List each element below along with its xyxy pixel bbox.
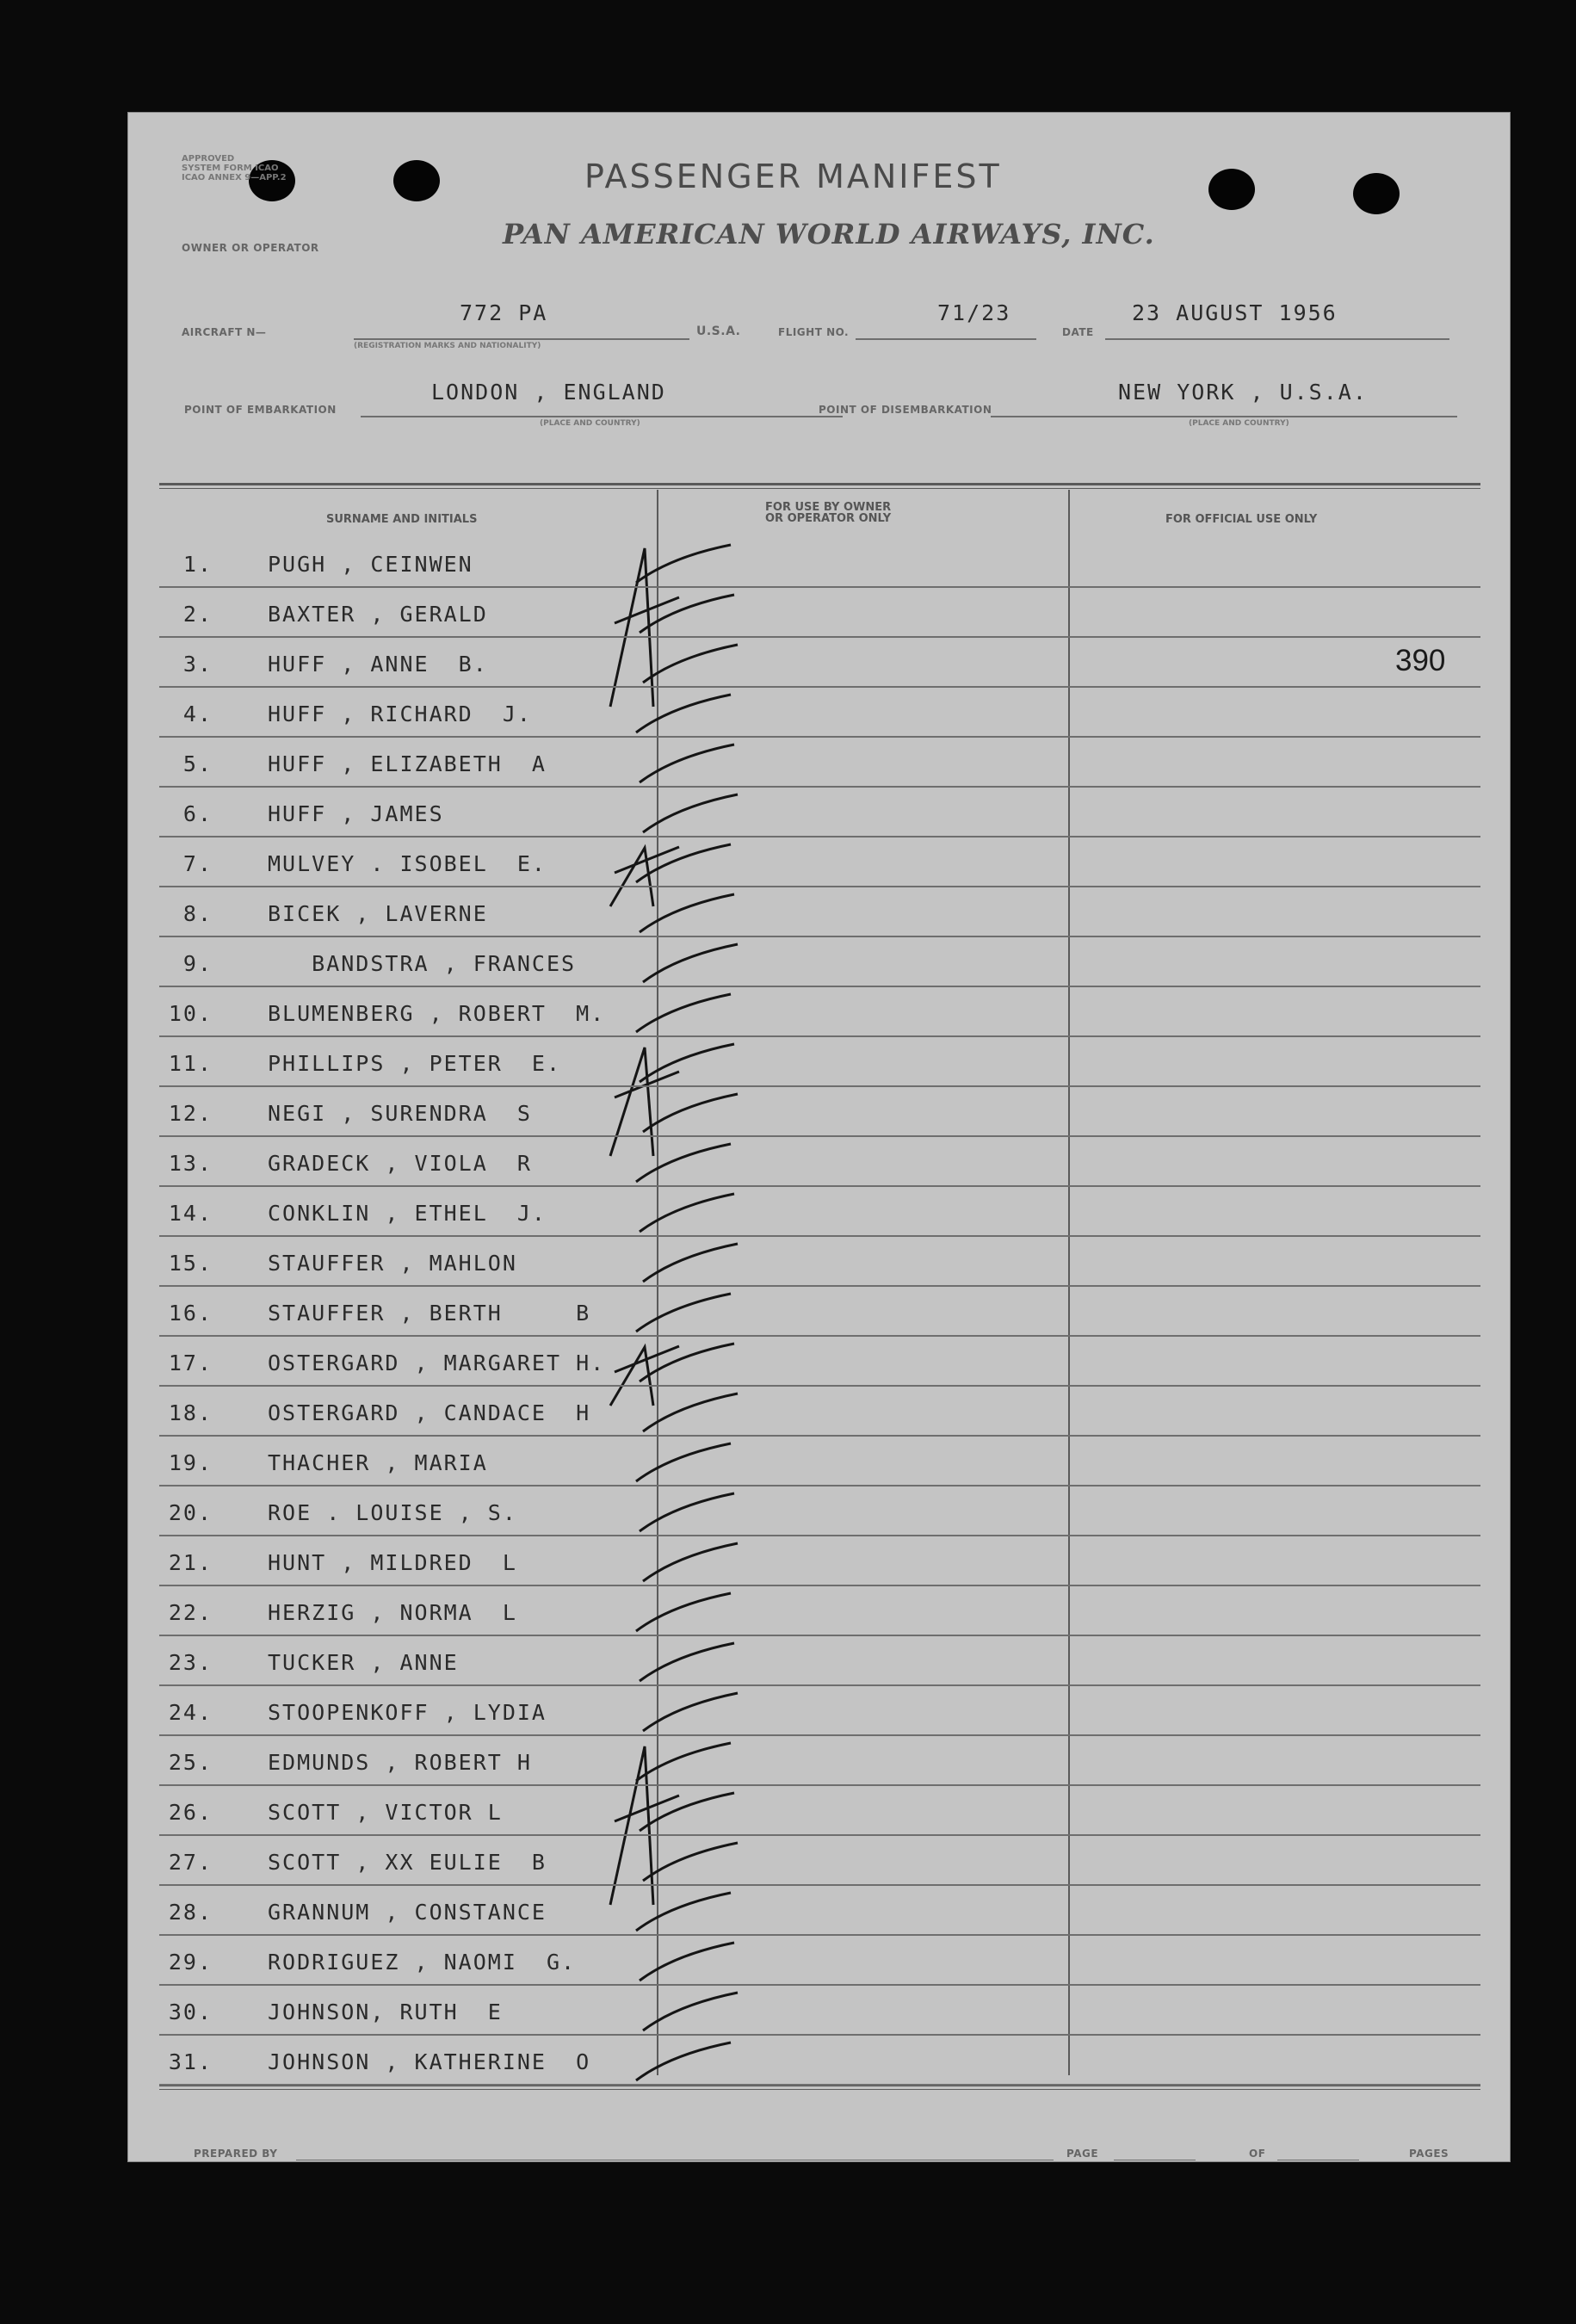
passenger-number: 13. — [168, 1151, 213, 1176]
check-mark — [643, 794, 738, 832]
manifest-sheet — [127, 112, 1511, 2162]
passenger-name: EDMUNDS , ROBERT H — [268, 1750, 532, 1775]
check-mark — [640, 1044, 734, 1082]
row-line — [159, 1535, 1480, 1536]
check-mark — [640, 745, 734, 782]
row-line — [159, 1235, 1480, 1237]
page-label: PAGE — [1066, 2148, 1099, 2160]
passenger-number: 18. — [168, 1400, 213, 1425]
passenger-number: 21. — [168, 1550, 213, 1575]
disembark-sublabel: (PLACE AND COUNTRY) — [1189, 419, 1289, 428]
passenger-number: 2. — [182, 602, 213, 627]
check-mark — [640, 595, 734, 633]
passenger-name: GRANNUM , CONSTANCE — [268, 1900, 547, 1925]
check-mark — [640, 1344, 734, 1381]
passenger-name: PUGH , CEINWEN — [268, 552, 473, 577]
row-line — [159, 936, 1480, 937]
row-line — [159, 2034, 1480, 2036]
approved-note: APPROVED SYSTEM FORM ICAO ICAO ANNEX 9—APP.2 — [182, 154, 287, 182]
row-line — [159, 1884, 1480, 1886]
of-label: OF — [1249, 2148, 1266, 2160]
airline-name: PAN AMERICAN WORLD AIRWAYS, INC. — [503, 218, 1155, 250]
passenger-name: HUFF , ANNE B. — [268, 652, 488, 677]
column-header-names: SURNAME AND INITIALS — [326, 513, 478, 526]
passenger-number: 4. — [182, 702, 213, 726]
passenger-name: RODRIGUEZ , NAOMI G. — [268, 1950, 577, 1975]
check-mark — [636, 994, 731, 1032]
row-line — [159, 636, 1480, 638]
row-line — [159, 1185, 1480, 1187]
check-mark — [640, 1194, 734, 1232]
passenger-number: 9. — [182, 951, 213, 976]
passenger-name: ROE . LOUISE , S. — [268, 1500, 517, 1525]
passenger-number: 12. — [168, 1101, 213, 1126]
passenger-name: HUFF , JAMES — [268, 801, 444, 826]
row-line — [159, 1385, 1480, 1387]
embark-label: POINT OF EMBARKATION — [184, 404, 337, 416]
check-mark — [643, 1094, 738, 1132]
row-line — [159, 1485, 1480, 1486]
disembark-label: POINT OF DISEMBARKATION — [819, 404, 992, 416]
flight-label: FLIGHT NO. — [778, 326, 850, 338]
passenger-name: STOOPENKOFF , LYDIA — [268, 1700, 547, 1725]
passenger-number: 10. — [168, 1001, 213, 1026]
prepared-label: PREPARED BY — [194, 2148, 278, 2160]
passenger-name: HERZIG , NORMA L — [268, 1600, 517, 1625]
check-mark — [643, 1843, 738, 1881]
passenger-number: 14. — [168, 1201, 213, 1226]
passenger-number: 1. — [182, 552, 213, 577]
date-label: DATE — [1062, 326, 1094, 338]
row-line — [159, 1834, 1480, 1836]
passenger-number: 5. — [182, 751, 213, 776]
check-mark — [643, 944, 738, 982]
passenger-name: GRADECK , VIOLA R — [268, 1151, 532, 1176]
column-header-owner: FOR USE BY OWNER OR OPERATOR ONLY — [765, 501, 892, 525]
check-mark — [636, 844, 731, 882]
check-mark — [636, 1893, 731, 1931]
passenger-name: SCOTT , XX EULIE B — [268, 1850, 547, 1875]
owner-label: OWNER OR OPERATOR — [182, 242, 319, 254]
row-line — [159, 586, 1480, 588]
passenger-name: NEGI , SURENDRA S — [268, 1101, 532, 1126]
check-mark — [643, 1394, 738, 1431]
passenger-name: STAUFFER , MAHLON — [268, 1251, 517, 1276]
passenger-name: MULVEY . ISOBEL E. — [268, 851, 547, 876]
passenger-number: 3. — [182, 652, 213, 677]
row-line — [159, 1934, 1480, 1936]
passenger-number: 17. — [168, 1351, 213, 1375]
passenger-name: JOHNSON, RUTH E — [268, 2000, 503, 2024]
aircraft-label: AIRCRAFT N— — [182, 326, 267, 338]
row-line — [159, 1035, 1480, 1037]
check-mark — [643, 1543, 738, 1581]
passenger-name: BANDSTRA , FRANCES — [268, 951, 577, 976]
passenger-number: 11. — [168, 1051, 213, 1076]
row-line — [159, 1135, 1480, 1137]
row-line — [159, 1684, 1480, 1686]
passenger-name: BLUMENBERG , ROBERT M. — [268, 1001, 606, 1026]
row-line — [159, 736, 1480, 738]
row-line — [159, 686, 1480, 688]
row-line — [159, 1984, 1480, 1986]
passenger-name: CONKLIN , ETHEL J. — [268, 1201, 547, 1226]
flight-value: 71/23 — [937, 300, 1011, 325]
row-line — [159, 1585, 1480, 1586]
row-line — [159, 886, 1480, 887]
aircraft-value: 772 PA — [460, 300, 548, 325]
passenger-name: PHILLIPS , PETER E. — [268, 1051, 562, 1076]
row-line — [159, 836, 1480, 838]
passenger-name: HUFF , RICHARD J. — [268, 702, 532, 726]
passenger-name: TUCKER , ANNE — [268, 1650, 459, 1675]
passenger-number: 22. — [168, 1600, 213, 1625]
check-mark — [640, 1793, 734, 1831]
column-header-official: FOR OFFICIAL USE ONLY — [1165, 513, 1318, 526]
passenger-number: 29. — [168, 1950, 213, 1975]
scribble-mark — [610, 1346, 679, 1406]
row-line — [159, 1285, 1480, 1287]
passenger-name: OSTERGARD , MARGARET H. — [268, 1351, 606, 1375]
passenger-number: 31. — [168, 2049, 213, 2074]
passenger-number: 30. — [168, 2000, 213, 2024]
passenger-number: 8. — [182, 901, 213, 926]
passenger-name: BICEK , LAVERNE — [268, 901, 488, 926]
check-mark — [636, 1443, 731, 1481]
row-line — [159, 1734, 1480, 1736]
date-value: 23 AUGUST 1956 — [1132, 300, 1338, 325]
passenger-name: HUNT , MILDRED L — [268, 1550, 517, 1575]
pages-label: PAGES — [1409, 2148, 1449, 2160]
check-mark — [640, 894, 734, 932]
form-title: PASSENGER MANIFEST — [584, 158, 1002, 195]
check-mark — [636, 1743, 731, 1781]
passenger-number: 24. — [168, 1700, 213, 1725]
check-mark — [636, 1294, 731, 1332]
check-marks — [128, 113, 1510, 2161]
passenger-name: JOHNSON , KATHERINE O — [268, 2049, 591, 2074]
check-mark — [636, 545, 731, 583]
check-mark — [643, 645, 738, 683]
passenger-name: SCOTT , VICTOR L — [268, 1800, 503, 1825]
passenger-number: 7. — [182, 851, 213, 876]
usa-label: U.S.A. — [696, 324, 741, 338]
check-mark — [640, 1493, 734, 1531]
passenger-number: 28. — [168, 1900, 213, 1925]
embark-value: LONDON , ENGLAND — [431, 380, 666, 405]
check-mark — [640, 1943, 734, 1981]
passenger-number: 23. — [168, 1650, 213, 1675]
official-number: 390 — [1395, 644, 1446, 677]
passenger-name: HUFF , ELIZABETH A — [268, 751, 547, 776]
row-line — [159, 1784, 1480, 1786]
passenger-name: BAXTER , GERALD — [268, 602, 488, 627]
check-mark — [640, 1643, 734, 1681]
check-mark — [636, 695, 731, 732]
passenger-number: 25. — [168, 1750, 213, 1775]
aircraft-sublabel: (REGISTRATION MARKS AND NATIONALITY) — [354, 342, 541, 350]
row-line — [159, 2084, 1480, 2086]
passenger-number: 27. — [168, 1850, 213, 1875]
passenger-number: 20. — [168, 1500, 213, 1525]
row-line — [159, 786, 1480, 788]
passenger-name: STAUFFER , BERTH B — [268, 1301, 591, 1326]
passenger-number: 26. — [168, 1800, 213, 1825]
passenger-number: 6. — [182, 801, 213, 826]
passenger-number: 16. — [168, 1301, 213, 1326]
row-line — [159, 1335, 1480, 1337]
passenger-name: OSTERGARD , CANDACE H — [268, 1400, 591, 1425]
row-line — [159, 986, 1480, 987]
disembark-value: NEW YORK , U.S.A. — [1118, 380, 1368, 405]
passenger-number: 19. — [168, 1450, 213, 1475]
row-line — [159, 1435, 1480, 1437]
row-line — [159, 1635, 1480, 1636]
embark-sublabel: (PLACE AND COUNTRY) — [540, 419, 640, 428]
check-mark — [636, 1593, 731, 1631]
row-line — [159, 1085, 1480, 1087]
passenger-name: THACHER , MARIA — [268, 1450, 488, 1475]
check-mark — [643, 1693, 738, 1731]
passenger-number: 15. — [168, 1251, 213, 1276]
check-mark — [643, 1244, 738, 1282]
check-mark — [636, 2043, 731, 2080]
check-mark — [636, 1144, 731, 1182]
check-mark — [643, 1993, 738, 2030]
